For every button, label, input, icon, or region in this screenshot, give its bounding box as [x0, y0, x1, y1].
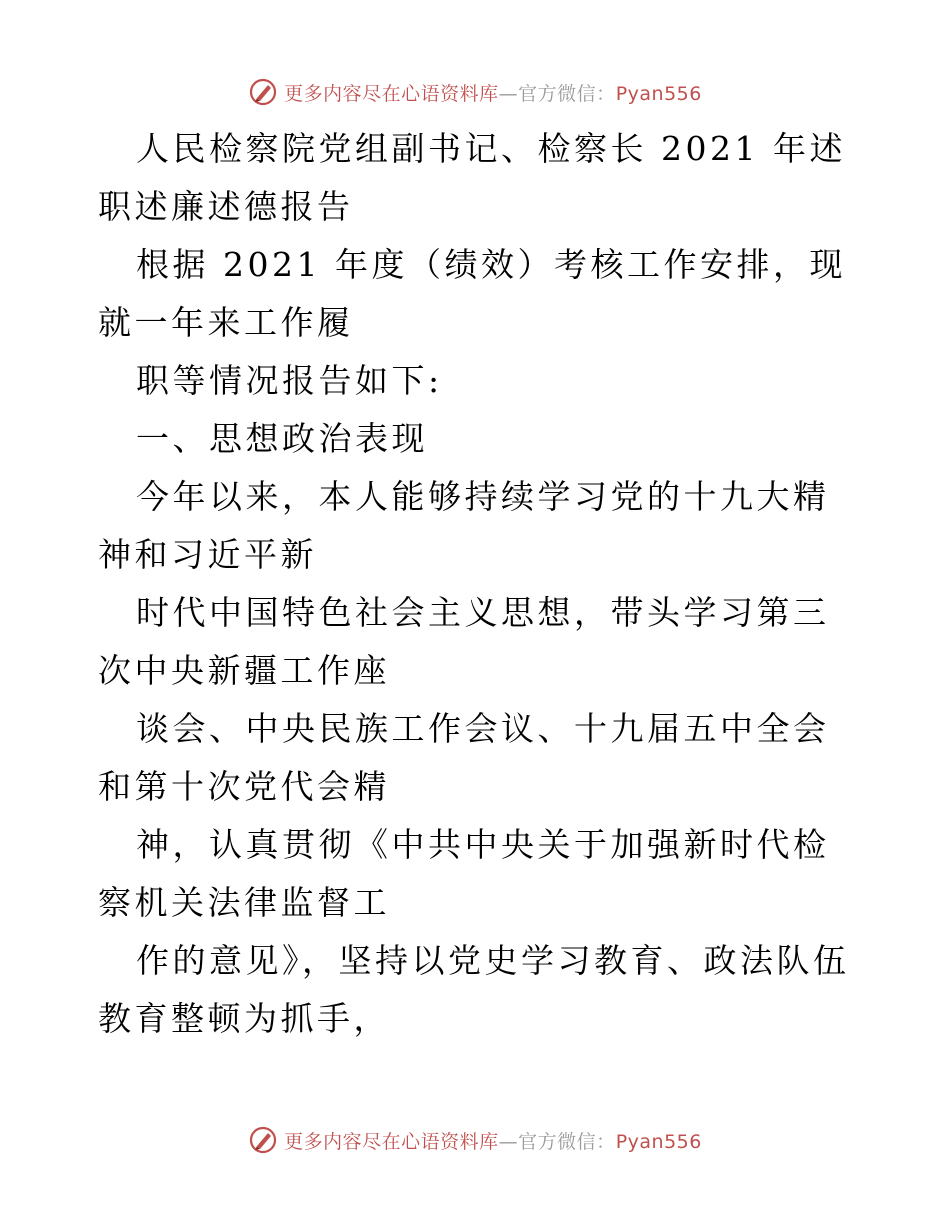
watermark-wechat-id: Pyan556 [615, 1130, 702, 1153]
pen-logo-icon [248, 77, 278, 107]
header-watermark [0, 72, 950, 112]
paragraph: 今年以来，本人能够持续学习党的十九大精神和习近平新 [98, 477, 830, 574]
document-title: 人民检察院党组副书记、检察长 2021 年述职述廉述德报告 [98, 129, 846, 226]
paragraph: 时代中国特色社会主义思想，带头学习第三次中央新疆工作座 [98, 593, 830, 690]
pen-logo-icon [248, 1125, 278, 1155]
paragraph: 作的意见》，坚持以党史学习教育、政法队伍教育整顿为抓手， [98, 941, 850, 1038]
paragraph: 职等情况报告如下: [136, 361, 443, 400]
watermark-title: 更多内容尽在心语资料库 [284, 82, 499, 105]
document-body [98, 120, 858, 1048]
footer-watermark [0, 1120, 950, 1160]
section-heading: 一、思想政治表现 [136, 419, 428, 458]
watermark-wechat-id: Pyan556 [615, 82, 702, 105]
paragraph: 根据 2021 年度（绩效）考核工作安排，现就一年来工作履 [98, 245, 846, 342]
watermark-separator: —官方微信： [498, 82, 616, 105]
watermark-title: 更多内容尽在心语资料库 [284, 1130, 499, 1153]
paragraph: 谈会、中央民族工作会议、十九届五中全会和第十次党代会精 [98, 709, 830, 806]
watermark-separator: —官方微信： [498, 1130, 616, 1153]
paragraph: 神，认真贯彻《中共中央关于加强新时代检察机关法律监督工 [98, 825, 830, 922]
